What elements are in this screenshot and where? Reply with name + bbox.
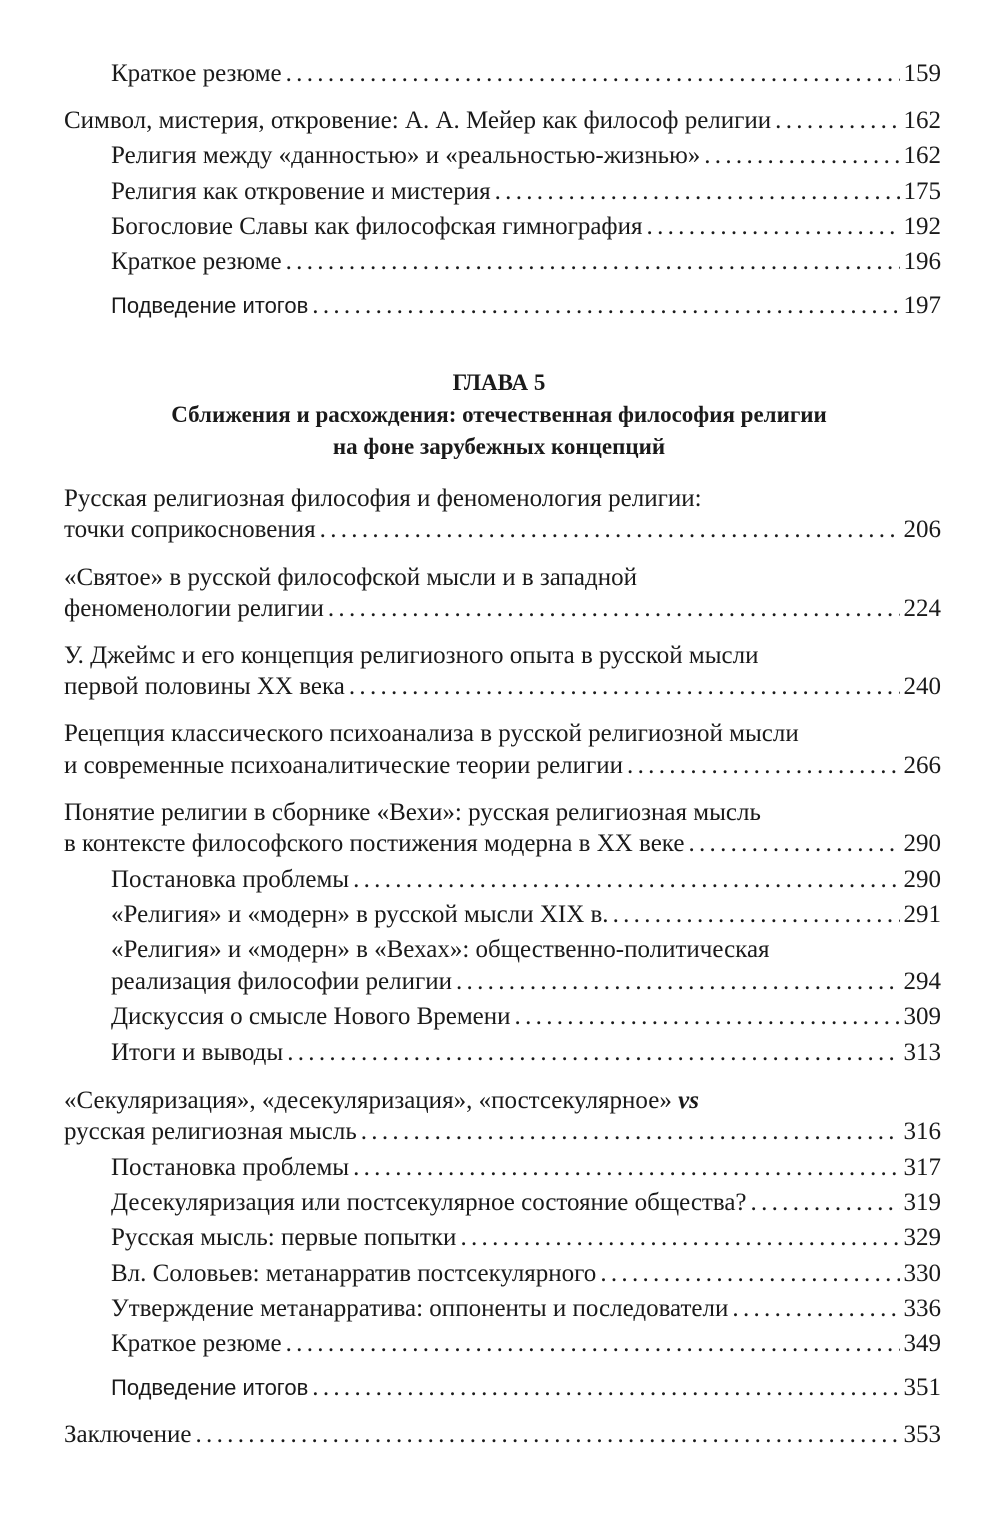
toc-entry-title: русская религиозная мысль <box>64 1118 357 1145</box>
toc-entry-title: Подведение итогов <box>111 293 309 318</box>
toc-entry-page: 329 <box>903 1224 941 1251</box>
toc-entry-page: 291 <box>903 901 941 928</box>
toc-entry[interactable] <box>111 246 941 278</box>
toc-entry-title: Символ, мистерия, откровение: А. А. Мейер как философ религии <box>64 107 772 134</box>
toc-title-vs: vs <box>678 1087 699 1114</box>
toc-entry-page: 175 <box>903 178 941 205</box>
toc-leader <box>775 105 899 137</box>
chapter-title-line1: Сближения и расхождения: отечественная философия религии <box>171 402 827 427</box>
toc-leader <box>456 966 900 998</box>
toc-entry-page: 197 <box>903 292 941 319</box>
toc-leader <box>353 1152 899 1184</box>
toc-leader <box>361 1116 900 1148</box>
toc-entry-page: 290 <box>903 830 941 857</box>
toc-entry-page: 351 <box>903 1374 941 1401</box>
toc-entry-title: «Религия» и «модерн» в русской мысли XIX в. <box>111 901 609 928</box>
toc-entry-title: Вл. Соловьев: метанарратив постсекулярного <box>111 1260 597 1287</box>
toc-leader <box>349 671 900 703</box>
toc-entry-page: 317 <box>903 1154 941 1181</box>
toc-section-title-line <box>64 1085 941 1117</box>
toc-section-entry[interactable] <box>64 671 941 703</box>
toc-entry-title: Утверждение метанарратива: оппоненты и последователи <box>111 1295 729 1322</box>
toc-leader <box>647 211 900 243</box>
toc-leader <box>515 1001 900 1033</box>
chapter-label: ГЛАВА 5 <box>452 370 546 395</box>
toc-entry-title: точки соприкосновения <box>64 516 316 543</box>
toc-entry-title: Постановка проблемы <box>111 866 350 893</box>
toc-entry-title: и современные психоаналитические теории религии <box>64 752 624 779</box>
toc-section-entry[interactable] <box>64 1116 941 1148</box>
toc-entry[interactable] <box>111 1001 941 1033</box>
toc-entry[interactable] <box>111 140 941 172</box>
toc-entry[interactable] <box>111 176 941 208</box>
toc-summary-entry[interactable] <box>111 290 941 322</box>
toc-entry-title: Краткое резюме <box>111 60 282 87</box>
toc-entry-title: реализация философии религии <box>111 968 452 995</box>
toc-entry[interactable] <box>111 966 941 998</box>
toc-leader <box>196 1419 900 1451</box>
toc-entry-page: 240 <box>903 673 941 700</box>
toc-leader <box>353 864 899 896</box>
toc-entry-title: Заключение <box>64 1421 192 1448</box>
toc-entry[interactable] <box>111 1328 941 1360</box>
toc-leader <box>287 1037 899 1069</box>
toc-entry-title: Краткое резюме <box>111 248 282 275</box>
toc-leader <box>751 1187 900 1219</box>
toc-entry-title-line: «Религия» и «модерн» в «Вехах»: общественно-политическая <box>111 936 770 963</box>
toc-entry-page: 206 <box>903 516 941 543</box>
toc-leader <box>613 899 900 931</box>
toc-entry-page: 330 <box>903 1260 941 1287</box>
toc-entry[interactable] <box>111 899 941 931</box>
toc-entry[interactable] <box>111 58 941 90</box>
toc-entry-title: Краткое резюме <box>111 1330 282 1357</box>
toc-section-title-line: У. Джеймс и его концепция религиозного опыта в русской мысли <box>64 642 759 669</box>
toc-entry[interactable] <box>111 1293 941 1325</box>
toc-leader <box>732 1293 899 1325</box>
toc-leader <box>688 828 899 860</box>
toc-entry-title: Религия как откровение и мистерия <box>111 178 491 205</box>
toc-leader <box>627 750 899 782</box>
chapter-title-line2: на фоне зарубежных концепций <box>332 434 666 459</box>
toc-entry[interactable] <box>111 864 941 896</box>
toc-entry-title: Постановка проблемы <box>111 1154 350 1181</box>
toc-entry[interactable] <box>111 211 941 243</box>
toc-entry-page: 349 <box>903 1330 941 1357</box>
toc-section-title-line: Русская религиозная философия и феноменология религии: <box>64 485 702 512</box>
toc-entry-page: 162 <box>903 107 941 134</box>
toc-entry-page: 224 <box>903 595 941 622</box>
toc-leader <box>312 1372 899 1404</box>
toc-section-entry[interactable] <box>64 105 941 137</box>
toc-leader <box>286 246 900 278</box>
toc-entry-page: 294 <box>903 968 941 995</box>
toc-entry-title: Подведение итогов <box>111 1375 309 1400</box>
toc-leader <box>328 593 900 625</box>
toc-leader <box>600 1258 899 1290</box>
toc-entry-page: 290 <box>903 866 941 893</box>
toc-title-text: «Секуляризация», «десекуляризация», «постсекулярное» <box>64 1087 672 1114</box>
toc-leader <box>320 514 900 546</box>
toc-entry-page: 319 <box>903 1189 941 1216</box>
toc-entry-title: Русская мысль: первые попытки <box>111 1224 457 1251</box>
toc-leader <box>495 176 900 208</box>
toc-entry-title: в контексте философского постижения модерна в XX веке <box>64 830 685 857</box>
toc-entry-title: Десекуляризация или постсекулярное состояние общества? <box>111 1189 747 1216</box>
toc-entry-page: 159 <box>903 60 941 87</box>
toc-entry-page: 313 <box>903 1039 941 1066</box>
toc-section-entry[interactable] <box>64 593 941 625</box>
toc-entry-page: 266 <box>903 752 941 779</box>
toc-leader <box>704 140 899 172</box>
toc-entry-page: 309 <box>903 1003 941 1030</box>
toc-summary-entry[interactable] <box>111 1372 941 1404</box>
toc-entry[interactable] <box>111 1258 941 1290</box>
toc-entry-page: 192 <box>903 213 941 240</box>
toc-section-entry[interactable] <box>64 750 941 782</box>
toc-entry-page: 316 <box>903 1118 941 1145</box>
toc-conclusion-entry[interactable] <box>64 1419 941 1451</box>
toc-section-entry[interactable] <box>64 514 941 546</box>
toc-entry-title: феноменологии религии <box>64 595 324 622</box>
toc-section-title-line: «Святое» в русской философской мысли и в западной <box>64 564 637 591</box>
toc-entry-title: первой половины XX века <box>64 673 345 700</box>
toc-entry-page: 162 <box>903 142 941 169</box>
toc-entry-page: 196 <box>903 248 941 275</box>
toc-section-entry[interactable] <box>64 828 941 860</box>
toc-section-title-line: Рецепция классического психоанализа в русской религиозной мысли <box>64 720 799 747</box>
toc-entry[interactable] <box>111 1037 941 1069</box>
toc-entry-page: 353 <box>903 1421 941 1448</box>
toc-entry-title: Итоги и выводы <box>111 1039 284 1066</box>
toc-leader <box>460 1222 899 1254</box>
toc-entry-page: 336 <box>903 1295 941 1322</box>
toc-section-title-line: Понятие религии в сборнике «Вехи»: русская религиозная мысль <box>64 799 761 826</box>
toc-leader <box>312 290 899 322</box>
toc-entry-title: Богословие Славы как философская гимнография <box>111 213 643 240</box>
toc-entry[interactable] <box>111 1222 941 1254</box>
toc-entry-title: Религия между «данностью» и «реальностью-жизнью» <box>111 142 701 169</box>
toc-leader <box>286 58 900 90</box>
toc-entry[interactable] <box>111 1187 941 1219</box>
toc-entry[interactable] <box>111 1152 941 1184</box>
toc-leader <box>286 1328 900 1360</box>
toc-entry-title: Дискуссия о смысле Нового Времени <box>111 1003 511 1030</box>
